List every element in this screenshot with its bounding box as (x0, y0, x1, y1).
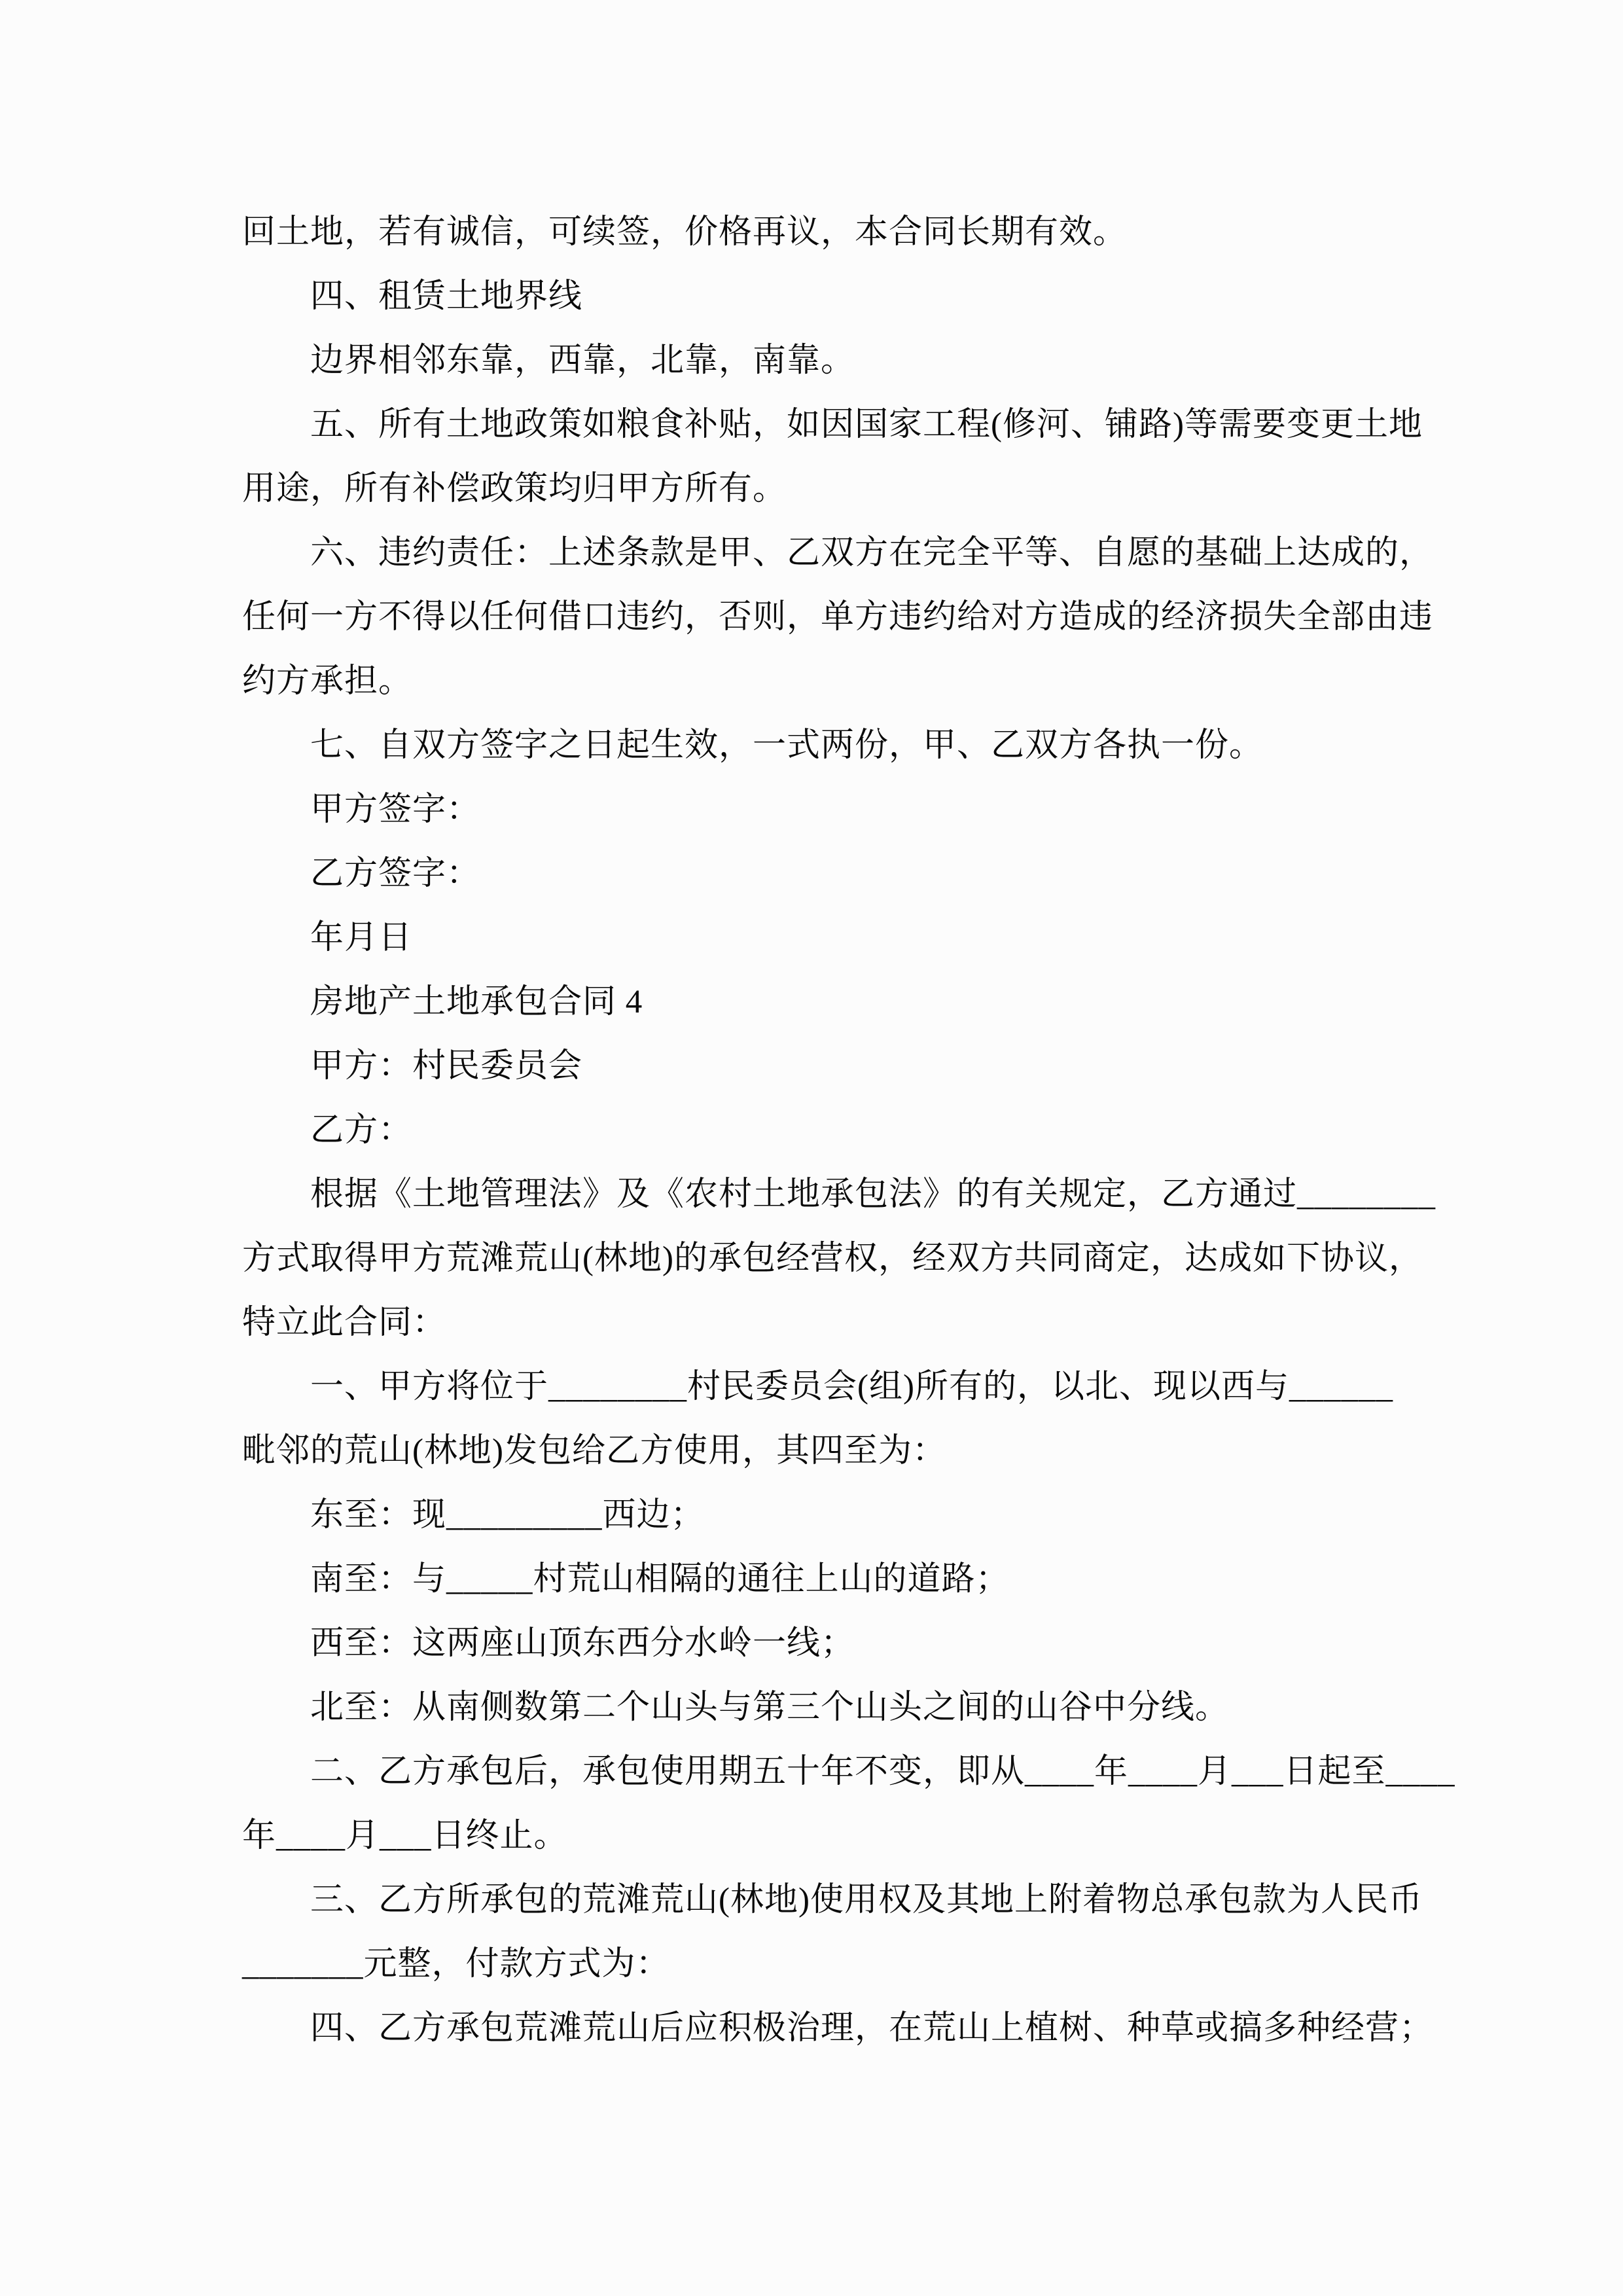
text-line: 四、乙方承包荒滩荒山后应积极治理，在荒山上植树、种草或搞多种经营； (310, 2010, 1434, 2047)
text-line: 二、乙方承包后，承包使用期五十年不变，即从____年____月___日起至____ (310, 1753, 1455, 1790)
text-line: 东至：现_________西边； (310, 1497, 705, 1534)
text-line: 四、租赁土地界线 (310, 278, 583, 315)
text-line: 用途，所有补偿政策均归甲方所有。 (242, 471, 787, 507)
text-line: 乙方： (310, 1112, 413, 1149)
text-line: 六、违约责任：上述条款是甲、乙双方在完全平等、自愿的基础上达成的， (310, 535, 1434, 571)
text-line: 毗邻的荒山(林地)发包给乙方使用，其四至为： (242, 1433, 946, 1469)
text-line: 甲方：村民委员会 (310, 1048, 583, 1085)
text-line: 任何一方不得以任何借口违约，否则，单方违约给对方造成的经济损失全部由违 (242, 599, 1434, 636)
text-line: 三、乙方所承包的荒滩荒山(林地)使用权及其地上附着物总承包款为人民币 (310, 1882, 1423, 1918)
text-line: 边界相邻东靠，西靠，北靠，南靠。 (310, 342, 855, 379)
contract-text-column (242, 200, 1455, 2060)
text-line: 甲方签字： (310, 791, 481, 828)
text-line: _______元整，付款方式为： (242, 1946, 670, 1982)
text-line: 七、自双方签字之日起生效，一式两份，甲、乙双方各执一份。 (310, 727, 1264, 764)
text-line: 一、甲方将位于________村民委员会(组)所有的，以北、现以西与______ (310, 1369, 1393, 1405)
text-line: 乙方签字： (310, 855, 481, 892)
text-line: 回土地，若有诚信，可续签，价格再议，本合同长期有效。 (242, 214, 1128, 251)
text-line: 房地产土地承包合同 4 (310, 984, 643, 1020)
text-line: 南至：与_____村荒山相隔的通往上山的道路； (310, 1561, 1010, 1598)
text-line: 西至：这两座山顶东西分水岭一线； (310, 1625, 855, 1662)
text-line: 方式取得甲方荒滩荒山(林地)的承包经营权，经双方共同商定，达成如下协议， (242, 1240, 1423, 1277)
text-line: 北至：从南侧数第二个山头与第三个山头之间的山谷中分线。 (310, 1689, 1230, 1726)
text-line: 约方承担。 (242, 663, 413, 700)
text-line: 五、所有土地政策如粮食补贴，如因国家工程(修河、铺路)等需要变更土地 (310, 406, 1423, 443)
text-line: 特立此合同： (242, 1304, 447, 1341)
text-line: 年月日 (310, 920, 413, 956)
text-line: 年____月___日终止。 (242, 1818, 568, 1854)
text-line: 根据《土地管理法》及《农村土地承包法》的有关规定，乙方通过________ (310, 1176, 1436, 1213)
